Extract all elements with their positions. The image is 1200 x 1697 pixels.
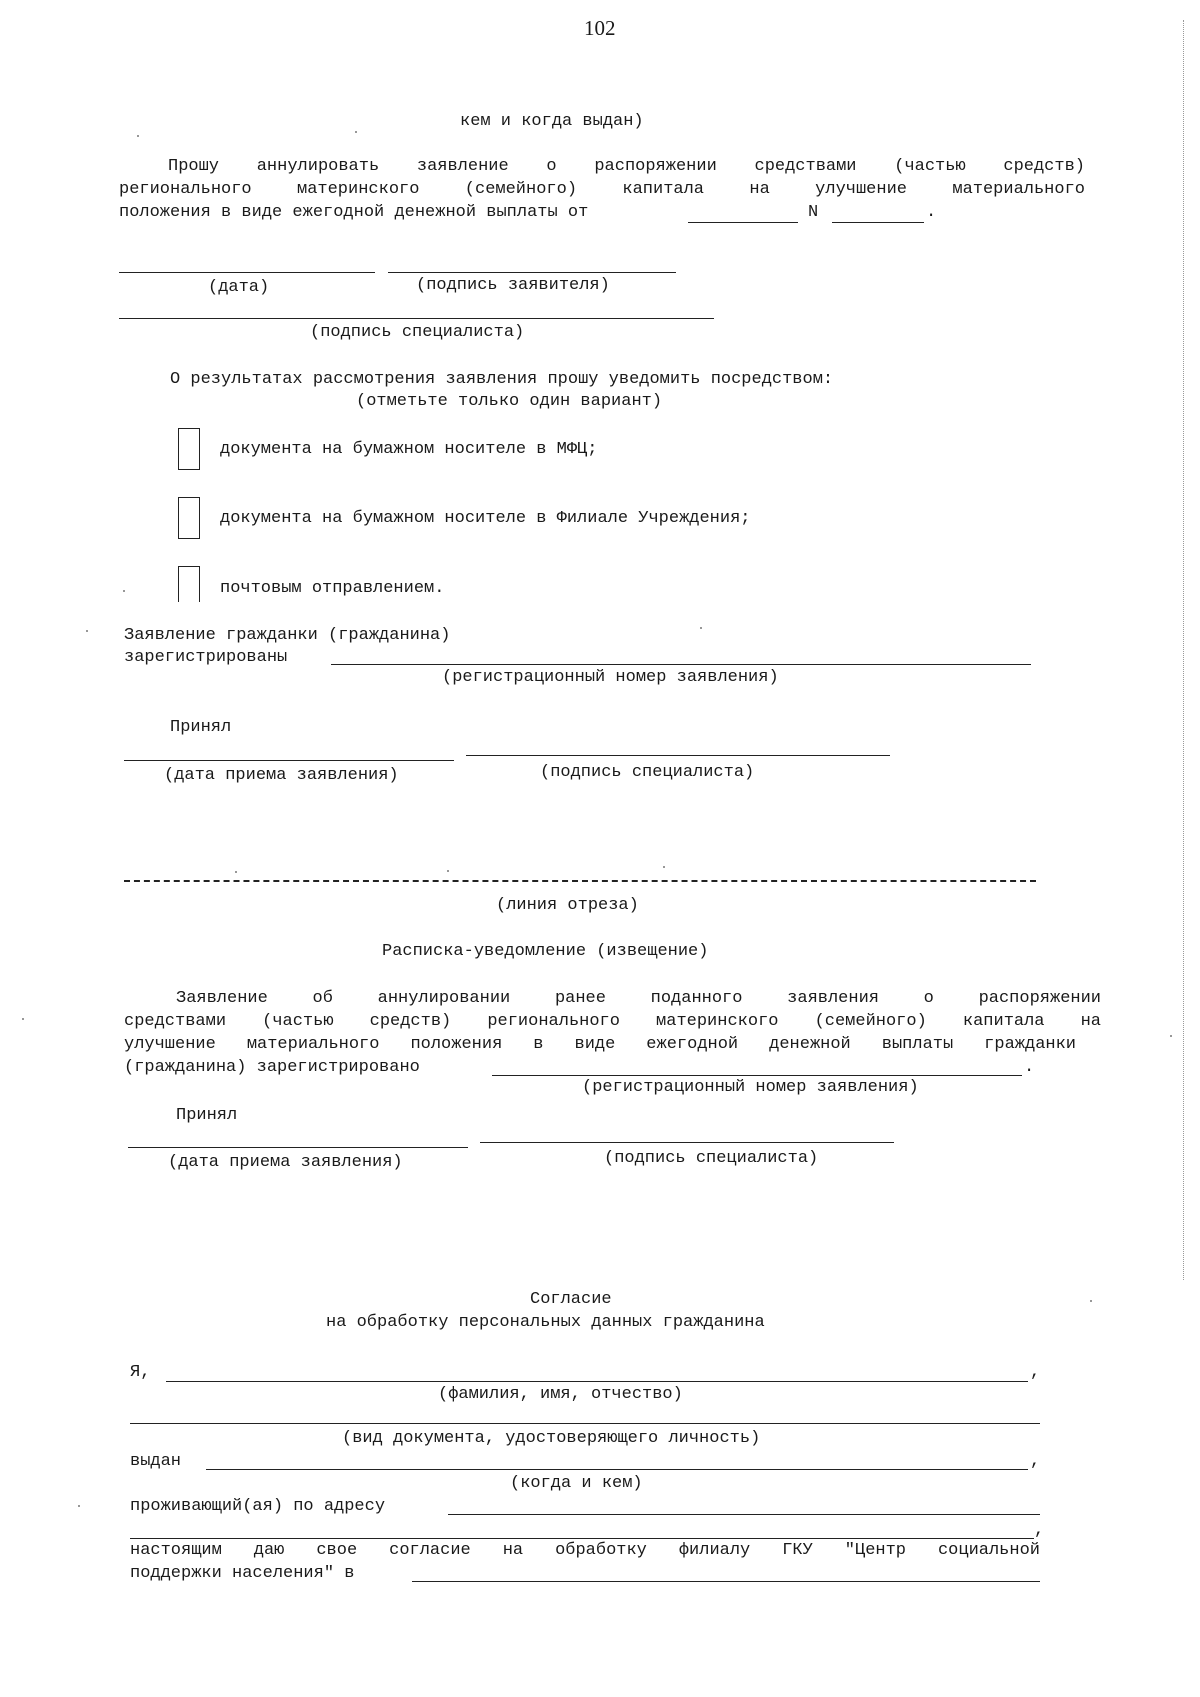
consent-id-document-field[interactable] <box>130 1423 1040 1424</box>
receipt-accept-date-label: (дата приема заявления) <box>168 1153 403 1172</box>
annul-line-3-end: . <box>926 203 937 222</box>
registration-specialist-signature-field[interactable] <box>466 755 890 756</box>
annul-line-2: регионального материнского (семейного) капитала на улучшение материального <box>119 180 1085 199</box>
receipt-accept-date-field[interactable] <box>128 1147 468 1148</box>
date-label: (дата) <box>208 278 270 297</box>
receipt-line-2: средствами (частью средств) регионального материнского (семейного) капитала на <box>124 1012 1101 1031</box>
annul-date-field[interactable] <box>688 222 798 223</box>
option-branch-checkbox[interactable] <box>178 497 200 539</box>
notify-line-2: (отметьте только один вариант) <box>356 392 663 411</box>
registration-number-field[interactable] <box>331 664 1031 665</box>
consent-residing: проживающий(ая) по адресу <box>130 1497 386 1516</box>
option-post-checkbox[interactable] <box>178 566 200 602</box>
registration-number-label: (регистрационный номер заявления) <box>442 668 779 687</box>
registration-line-1: Заявление гражданки (гражданина) <box>124 626 451 645</box>
registration-line-2: зарегистрированы <box>124 648 288 667</box>
date-field[interactable] <box>119 272 375 273</box>
scan-speck <box>700 627 702 629</box>
receipt-line-1: Заявление об аннулировании ранее поданного заявления о распоряжении <box>176 989 1101 1008</box>
consent-id-document-label: (вид документа, удостоверяющего личность) <box>342 1429 761 1448</box>
consent-ya: Я, <box>130 1363 151 1382</box>
cut-line-label: (линия отреза) <box>496 896 639 915</box>
scan-speck <box>86 630 88 632</box>
consent-address-field-2[interactable] <box>130 1538 1034 1539</box>
scan-speck <box>235 871 237 873</box>
receipt-registration-number-field[interactable] <box>492 1075 1022 1076</box>
receipt-line-4-prefix: (гражданина) зарегистрировано <box>124 1058 420 1077</box>
consent-address-field[interactable] <box>448 1514 1040 1515</box>
option-branch-label: документа на бумажном носителе в Филиале Учреждения; <box>220 509 751 528</box>
specialist-signature-label: (подпись специалиста) <box>310 323 525 342</box>
applicant-signature-field[interactable] <box>388 272 676 273</box>
notify-line-1: О результатах рассмотрения заявления прошу уведомить посредством: <box>170 370 834 389</box>
registration-specialist-signature-label: (подпись специалиста) <box>540 763 755 782</box>
scan-speck <box>78 1505 80 1507</box>
scan-speck <box>663 866 665 868</box>
receipt-specialist-signature-field[interactable] <box>480 1142 894 1143</box>
receipt-title: Расписка-уведомление (извещение) <box>382 942 709 961</box>
page-number: 102 <box>584 16 616 40</box>
option-mfc-label: документа на бумажном носителе в МФЦ; <box>220 440 598 459</box>
consent-issued-field[interactable] <box>206 1469 1028 1470</box>
scan-speck <box>22 1018 24 1020</box>
registration-accept-date-label: (дата приема заявления) <box>164 766 399 785</box>
consent-issued-comma: , <box>1030 1452 1041 1471</box>
consent-last-prefix: поддержки населения" в <box>130 1564 355 1583</box>
annul-line-3-prefix: положения в виде ежегодной денежной выплаты от <box>119 203 589 222</box>
consent-when-by-label: (когда и кем) <box>510 1474 643 1493</box>
scan-speck <box>355 131 357 133</box>
scan-speck <box>1090 1300 1092 1302</box>
consent-organization-field[interactable] <box>412 1581 1040 1582</box>
receipt-line-4-end: . <box>1024 1058 1035 1077</box>
receipt-line-3: улучшение материального положения в виде ежегодной денежной выплаты гражданки <box>124 1035 1076 1054</box>
consent-fio-field[interactable] <box>166 1381 1028 1382</box>
header-tail: кем и когда выдан) <box>460 112 644 131</box>
registration-accepted: Принял <box>170 718 232 737</box>
scan-speck <box>1170 1035 1172 1037</box>
receipt-accepted: Принял <box>176 1106 238 1125</box>
scan-speck <box>137 135 139 137</box>
consent-fio-comma: , <box>1030 1363 1041 1382</box>
registration-accept-date-field[interactable] <box>124 760 454 761</box>
consent-address-comma: , <box>1034 1521 1045 1540</box>
annul-line-1: Прошу аннулировать заявление о распоряжении средствами (частью средств) <box>168 157 1085 176</box>
option-mfc-checkbox[interactable] <box>178 428 200 470</box>
annul-n-label: N <box>808 203 819 222</box>
specialist-signature-field[interactable] <box>119 318 714 319</box>
annul-number-field[interactable] <box>832 222 924 223</box>
consent-line: настоящим даю свое согласие на обработку филиалу ГКУ "Центр социальной <box>130 1541 1040 1560</box>
applicant-signature-label: (подпись заявителя) <box>416 276 610 295</box>
consent-issued: выдан <box>130 1452 182 1471</box>
scan-edge-line <box>1183 20 1184 1280</box>
consent-title-1: Согласие <box>530 1290 612 1309</box>
receipt-specialist-signature-label: (подпись специалиста) <box>604 1149 819 1168</box>
cut-line <box>124 880 1036 882</box>
receipt-registration-number-label: (регистрационный номер заявления) <box>582 1078 919 1097</box>
scan-speck <box>447 870 449 872</box>
consent-fio-label: (фамилия, имя, отчество) <box>438 1385 683 1404</box>
consent-title-2: на обработку персональных данных гражданина <box>326 1313 765 1332</box>
scan-speck <box>123 590 125 592</box>
option-post-label: почтовым отправлением. <box>220 579 445 598</box>
